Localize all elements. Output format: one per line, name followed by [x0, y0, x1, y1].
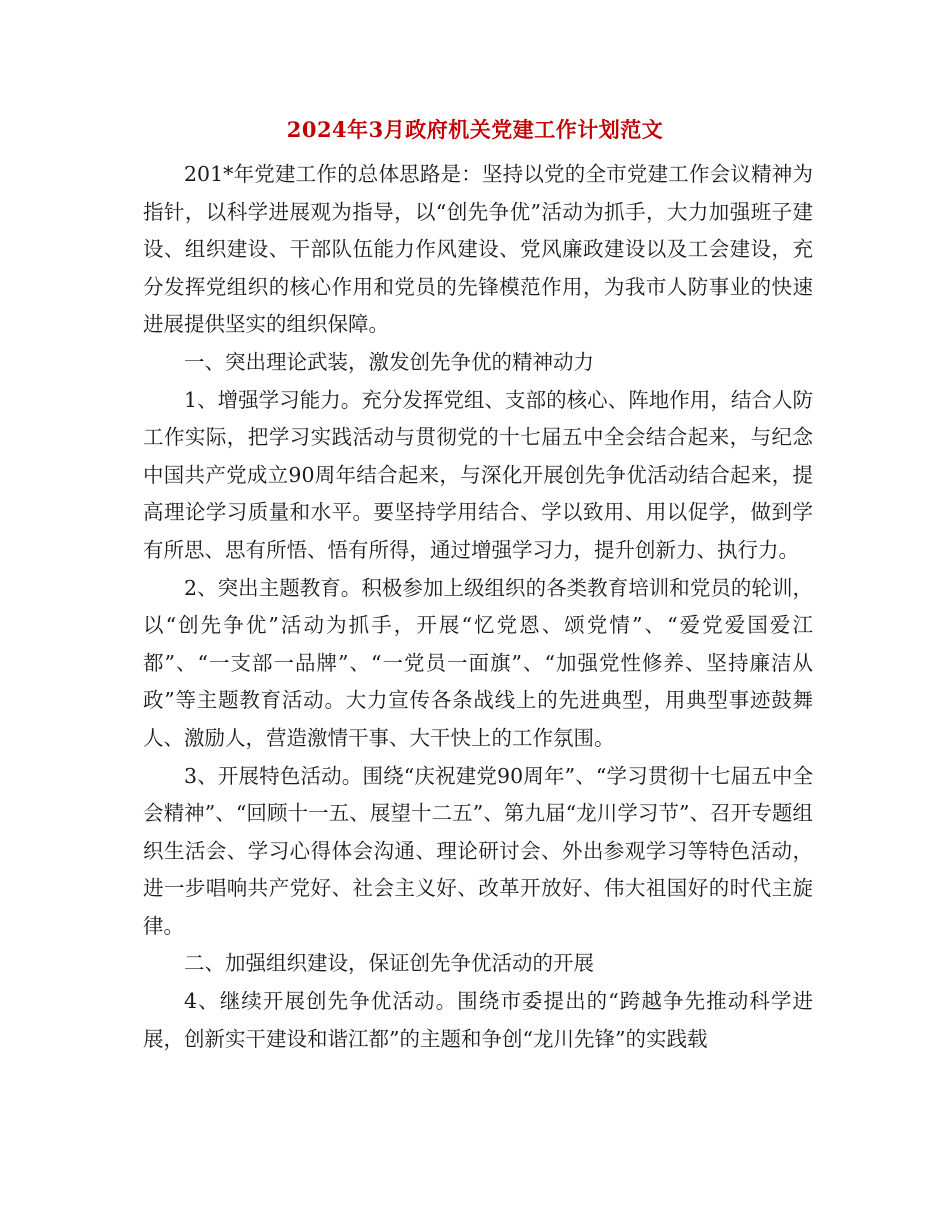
document-body: [143, 156, 813, 1058]
document-title: 2024年3月政府机关党建工作计划范文: [286, 117, 664, 142]
paragraph-theme-education: 2、突出主题教育。积极参加上级组织的各类教育培训和党员的轮训，以“创先争优”活动为抓手，开展“忆党恩、颂党情”、“爱党爱国爱江都”、“一支部一品牌”、“一党员一面旗”、“加强党性修养、坚持廉洁从政”等主题教育活动。大力宣传各条战线上的先进典型，用典型事迹鼓舞人、激励人，营造激情干事、大干快上的工作氛围。: [143, 575, 813, 750]
paragraph-continue-activities: 4、继续开展创先争优活动。围绕市委提出的“跨越争先推动科学进展，创新实干建设和谐江都”的主题和争创“龙川先锋”的实践载: [143, 989, 813, 1051]
section-heading-organization: 二、加强组织建设，保证创先争优活动的开展: [184, 951, 594, 976]
paragraph-learning-ability: 1、增强学习能力。充分发挥党组、支部的核心、阵地作用，结合人防工作实际，把学习实践活动与贯彻党的十七届五中全会结合起来，与纪念中国共产党成立90周年结合起来，与深化开展创先争优活动结合起来，提高理论学习质量和水平。要坚持学用结合、学以致用、用以促学，做到学有所思、思有所悟、悟有所得，通过增强学习力，提升创新力、执行力。: [143, 387, 813, 562]
paragraph-special-activities: 3、开展特色活动。围绕“庆祝建党90周年”、“学习贯彻十七届五中全会精神”、“回顾十一五、展望十二五”、第九届“龙川学习节”、召开专题组织生活会、学习心得体会沟通、理论研讨会、外出参观学习等特色活动，进一步唱响共产党好、社会主义好、改革开放好、伟大祖国好的时代主旋律。: [143, 763, 813, 938]
section-heading-theory: 一、突出理论武装，激发创先争优的精神动力: [184, 349, 594, 374]
paragraph-overall-approach: 201*年党建工作的总体思路是：坚持以党的全市党建工作会议精神为指针，以科学进展观为指导，以“创先争优”活动为抓手，大力加强班子建设、组织建设、干部队伍能力作风建设、党风廉政建设以及工会建设，充分发挥党组织的核心作用和党员的先锋模范作用，为我市人防事业的快速进展提供坚实的组织保障。: [143, 162, 813, 337]
